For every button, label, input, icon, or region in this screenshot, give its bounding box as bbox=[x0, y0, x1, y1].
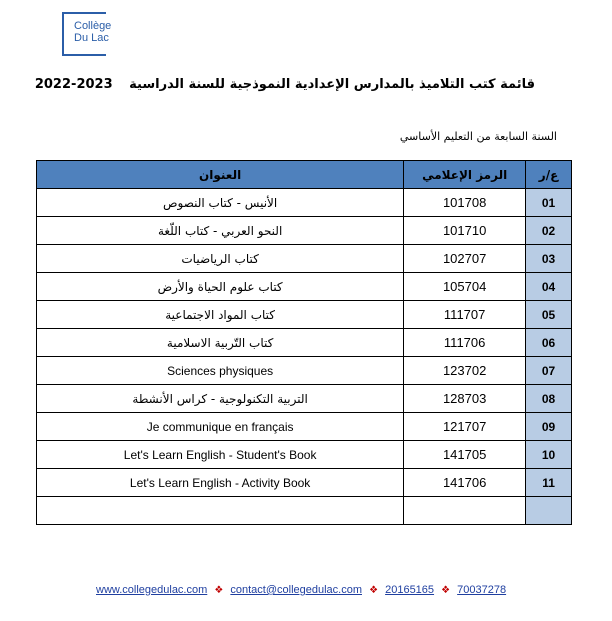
phone-2-link[interactable]: 70037278 bbox=[457, 584, 507, 596]
book-number: 04 bbox=[526, 273, 572, 301]
book-title: كتاب التّربية الاسلامية bbox=[37, 329, 404, 357]
footer bbox=[96, 584, 506, 596]
table-row bbox=[37, 329, 572, 357]
table-row bbox=[37, 413, 572, 441]
book-code: 102707 bbox=[404, 245, 526, 273]
books-table-body bbox=[37, 189, 572, 525]
table-row bbox=[37, 469, 572, 497]
book-title: Sciences physiques bbox=[37, 357, 404, 385]
book-code: 101708 bbox=[404, 189, 526, 217]
book-code: 101710 bbox=[404, 217, 526, 245]
book-title: كتاب الرياضيات bbox=[37, 245, 404, 273]
table-header-row bbox=[37, 161, 572, 189]
logo-text bbox=[74, 20, 111, 44]
page-title bbox=[34, 77, 535, 92]
header-code: الرمز الإعلامي bbox=[404, 161, 526, 189]
book-number: 09 bbox=[526, 413, 572, 441]
book-title: النحو العربي - كتاب اللّغة bbox=[37, 217, 404, 245]
phone-1-link[interactable]: 20165165 bbox=[385, 584, 435, 596]
separator-icon: ❖ bbox=[214, 585, 224, 596]
book-number: 05 bbox=[526, 301, 572, 329]
book-code: 105704 bbox=[404, 273, 526, 301]
grade-subtitle: السنة السابعة من التعليم الأساسي bbox=[399, 130, 557, 143]
logo-line-2: Du Lac bbox=[74, 32, 109, 44]
college-logo bbox=[62, 12, 114, 56]
title-year: 2023-2022 bbox=[34, 77, 113, 92]
table-row bbox=[37, 441, 572, 469]
book-code bbox=[404, 497, 526, 525]
separator-icon: ❖ bbox=[441, 585, 451, 596]
table-row bbox=[37, 217, 572, 245]
book-title: Let's Learn English - Student's Book bbox=[37, 441, 404, 469]
book-number: 10 bbox=[526, 441, 572, 469]
book-number: 06 bbox=[526, 329, 572, 357]
book-title bbox=[37, 497, 404, 525]
book-code: 128703 bbox=[404, 385, 526, 413]
separator-icon: ❖ bbox=[369, 585, 379, 596]
books-table bbox=[36, 160, 572, 525]
book-code: 121707 bbox=[404, 413, 526, 441]
book-title: كتاب المواد الاجتماعية bbox=[37, 301, 404, 329]
table-row bbox=[37, 189, 572, 217]
book-title: كتاب علوم الحياة والأرض bbox=[37, 273, 404, 301]
book-title: الأنيس - كتاب النصوص bbox=[37, 189, 404, 217]
book-number: 01 bbox=[526, 189, 572, 217]
book-number: 08 bbox=[526, 385, 572, 413]
table-row bbox=[37, 273, 572, 301]
logo-line-1: Collège bbox=[74, 20, 112, 32]
header-num: ع/ر bbox=[526, 161, 572, 189]
table-row bbox=[37, 245, 572, 273]
book-number: 03 bbox=[526, 245, 572, 273]
book-code: 141705 bbox=[404, 441, 526, 469]
table-row bbox=[37, 497, 572, 525]
book-title: Let's Learn English - Activity Book bbox=[37, 469, 404, 497]
book-number: 11 bbox=[526, 469, 572, 497]
book-code: 141706 bbox=[404, 469, 526, 497]
book-title: Je communique en français bbox=[37, 413, 404, 441]
book-code: 123702 bbox=[404, 357, 526, 385]
book-title: التربية التكنولوجية - كراس الأنشطة bbox=[37, 385, 404, 413]
table-row bbox=[37, 301, 572, 329]
table-row bbox=[37, 357, 572, 385]
book-code: 111706 bbox=[404, 329, 526, 357]
book-number bbox=[526, 497, 572, 525]
header-title: العنوان bbox=[37, 161, 404, 189]
website-link[interactable]: www.collegedulac.com bbox=[96, 584, 208, 596]
table-row bbox=[37, 385, 572, 413]
title-text: قائمة كتب التلاميذ بالمدارس الإعدادية النموذجية للسنة الدراسية bbox=[129, 77, 535, 92]
book-number: 02 bbox=[526, 217, 572, 245]
book-number: 07 bbox=[526, 357, 572, 385]
email-link[interactable]: contact@collegedulac.com bbox=[230, 584, 362, 596]
book-code: 111707 bbox=[404, 301, 526, 329]
